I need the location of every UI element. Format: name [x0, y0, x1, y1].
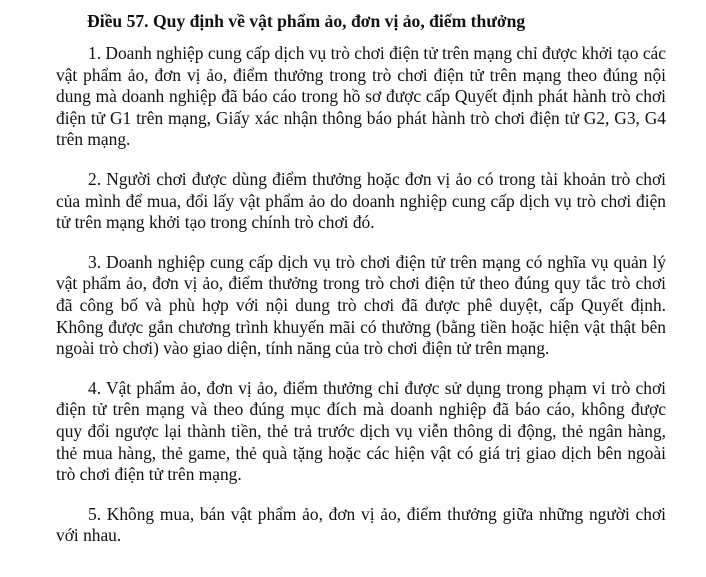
clause-5: 5. Không mua, bán vật phẩm ảo, đơn vị ảo, điểm thưởng giữa những người chơi với nhau. [56, 503, 666, 546]
article-title: Điều 57. Quy định về vật phẩm ảo, đơn vị ảo, điểm thưởng [87, 11, 526, 31]
clause-2: 2. Người chơi được dùng điểm thưởng hoặc đơn vị ảo có trong tài khoản trò chơi của mình để mua, đổi lấy vật phẩm ảo do doanh nghiệp cung cấp dịch vụ trò chơi điện tử trên mạng khởi tạo trong chính trò chơi đó. [56, 168, 666, 233]
clause-1: 1. Doanh nghiệp cung cấp dịch vụ trò chơi điện tử trên mạng chỉ được khởi tạo các vật phẩm ảo, đơn vị ảo, điểm thưởng trong trò chơi điện tử trên mạng theo đúng nội dung mà doanh nghiệp đã báo cáo trong hồ sơ được cấp Quyết định phát hành trò chơi điện tử G1 trên mạng, Giấy xác nhận thông báo phát hành trò chơi điện tử G2, G3, G4 trên mạng. [56, 43, 666, 150]
clause-3: 3. Doanh nghiệp cung cấp dịch vụ trò chơi điện tử trên mạng có nghĩa vụ quản lý vật phẩm ảo, đơn vị ảo, điểm thưởng trong trò chơi điện tử theo đúng quy tắc trò chơi đã công bố và phù hợp với nội dung trò chơi đã được phê duyệt, cấp Quyết định. Không được gắn chương trình khuyến mãi có thưởng (bằng tiền hoặc hiện vật thật bên ngoài trò chơi) vào giao diện, tính năng của trò chơi điện tử trên mạng. [56, 251, 666, 359]
clause-4: 4. Vật phẩm ảo, đơn vị ảo, điểm thưởng chỉ được sử dụng trong phạm vi trò chơi điện tử trên mạng và theo đúng mục đích mà doanh nghiệp đã báo cáo, không được quy đổi ngược lại thành tiền, thẻ trả trước dịch vụ viễn thông di động, thẻ ngân hàng, thẻ mua hàng, thẻ game, thẻ quà tặng hoặc các hiện vật có giá trị giao dịch bên ngoài trò chơi điện tử trên mạng. [56, 377, 666, 485]
